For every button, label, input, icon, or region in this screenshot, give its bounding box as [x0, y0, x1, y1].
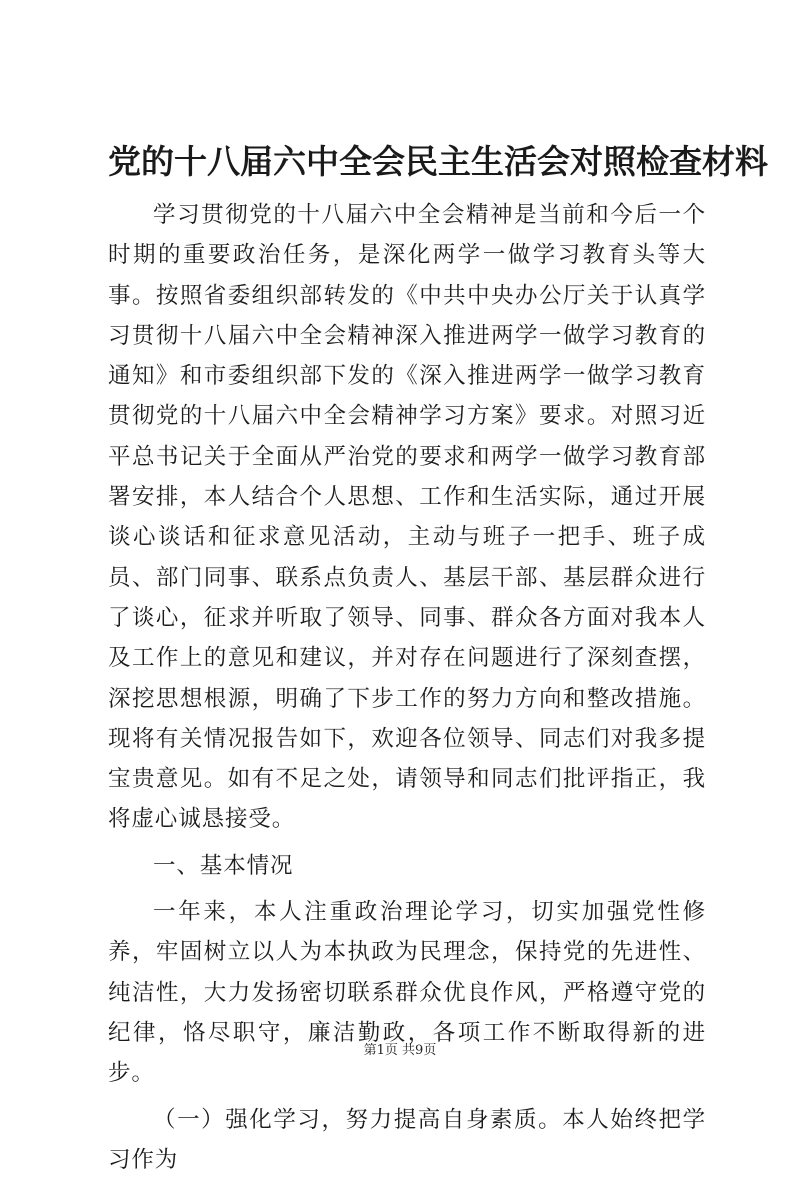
- document-title: 党的十八届六中全会民主生活会对照检查材料: [108, 142, 768, 181]
- section-heading-basic-situation: 一、基本情况: [153, 852, 294, 879]
- page-number-footer: 第1页 共9页: [363, 1043, 437, 1058]
- subsection-paragraph: （一）强化学习，努力提高自身素质。本人始终把学习作为: [108, 1106, 706, 1173]
- document-body: [108, 195, 706, 1180]
- intro-paragraph: 学习贯彻党的十八届六中全会精神是当前和今后一个时期的重要政治任务，是深化两学一做学习教育头等大事。按照省委组织部转发的《中共中央办公厅关于认真学习贯彻十八届六中全会精神深入推进两学一做学习教育的通知》和市委组织部下发的《深入推进两学一做学习教育贯彻党的十八届六中全会精神学习方案》要求。对照习近平总书记关于全面从严治党的要求和两学一做学习教育部署安排，本人结合个人思想、工作和生活实际，通过开展谈心谈话和征求意见活动，主动与班子一把手、班子成员、部门同事、联系点负责人、基层干部、基层群众进行了谈心，征求并听取了领导、同事、群众各方面对我本人及工作上的意见和建议，并对存在问题进行了深刻查摆，深挖思想根源，明确了下步工作的努力方向和整改措施。现将有关情况报告如下，欢迎各位领导、同志们对我多提宝贵意见。如有不足之处，请领导和同志们批评指正，我将虚心诚恳接受。: [108, 202, 706, 833]
- section-body-paragraph: 一年来，本人注重政治理论学习，切实加强党性修养，牢固树立以人为本执政为民理念，保持党的先进性、纯洁性，大力发扬密切联系群众优良作风，严格遵守党的纪律，恪尽职守，廉洁勤政，各项工作不断取得新的进步。: [108, 899, 706, 1087]
